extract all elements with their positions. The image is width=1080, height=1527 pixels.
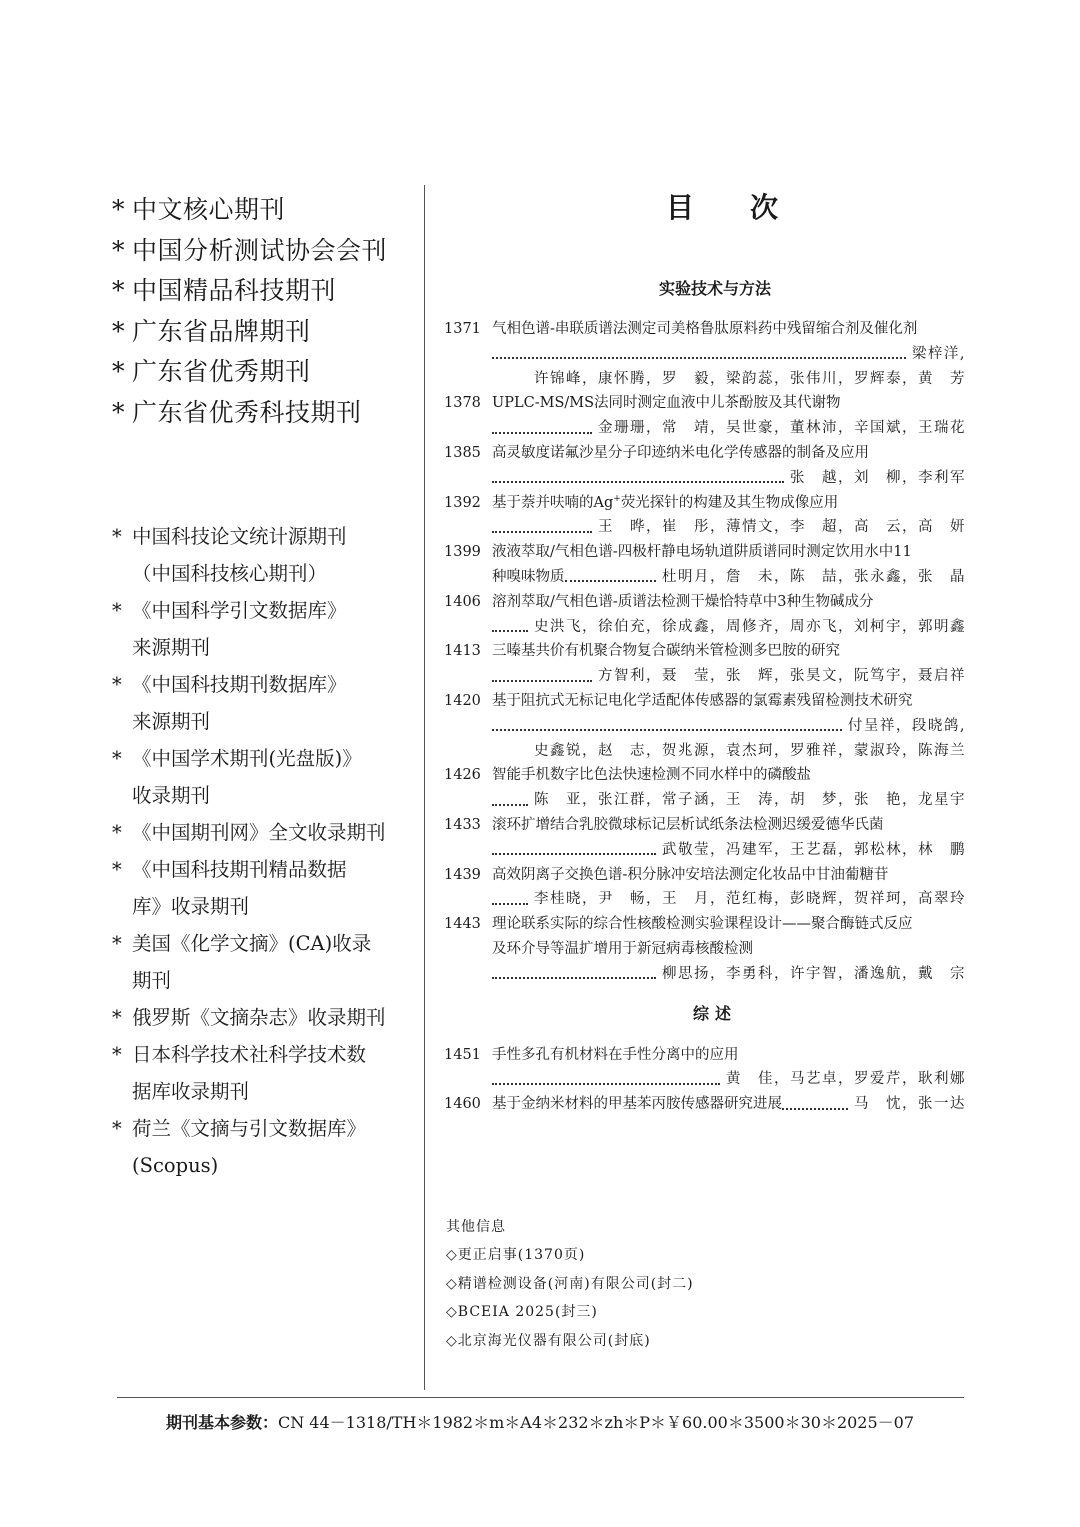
secondary-index-label: 来源期刊 xyxy=(132,635,211,659)
toc-entries-review xyxy=(444,1043,966,1117)
primary-index-label: 广东省品牌期刊 xyxy=(132,316,311,346)
article-title: 智能手机数字比色法快速检测不同水样中的磷酸盐 xyxy=(492,767,811,784)
left-column xyxy=(112,190,412,1184)
primary-index-label: 中文核心期刊 xyxy=(132,195,286,224)
secondary-index-label: 荷兰《文摘与引文数据库》 xyxy=(132,1116,367,1140)
article-authors: 金珊珊，常 靖，吴世豪，董林沛，辛国斌，王瑞花 xyxy=(598,420,966,437)
section-heading-methods: 实验技术与方法 xyxy=(658,279,771,298)
article-title-tail: 基于金纳米材料的甲基苯丙胺传感器研究进展 xyxy=(492,1096,782,1113)
page-spacer xyxy=(444,937,492,962)
toc-line xyxy=(444,887,966,912)
page-spacer xyxy=(444,788,492,813)
page-number: 1385 xyxy=(444,444,481,461)
secondary-index-label: 来源期刊 xyxy=(132,709,211,733)
article-authors: 王 晔，崔 彤，薄情文，李 超，高 云，高 妍 xyxy=(598,519,966,536)
primary-index-item xyxy=(112,393,412,434)
article-authors: 梁梓洋, xyxy=(911,345,966,362)
secondary-index-label: 期刊 xyxy=(132,968,172,992)
toc-line xyxy=(444,491,966,516)
primary-index-label: 中国分析测试协会会刊 xyxy=(132,235,388,265)
toc-entry xyxy=(444,391,966,441)
leader-dots xyxy=(492,977,656,979)
article-title: 及环介导等温扩增用于新冠病毒核酸检测 xyxy=(492,940,753,957)
toc-line xyxy=(444,664,966,689)
toc-line xyxy=(444,565,966,590)
toc-line xyxy=(444,441,966,466)
secondary-index-line xyxy=(112,1073,412,1110)
article-title: 滚环扩增结合乳胶微球标记层析试纸条法检测迟缓爱德华氏菌 xyxy=(492,816,884,833)
toc-line xyxy=(444,788,966,813)
author-line xyxy=(492,1067,966,1092)
secondary-index-line xyxy=(112,1147,412,1184)
bullet-star: * xyxy=(112,357,125,387)
toc-title: 目次 xyxy=(665,191,834,224)
secondary-index-line xyxy=(112,518,412,555)
toc-entry xyxy=(444,317,966,391)
leader-dots xyxy=(492,853,656,855)
toc-line xyxy=(444,590,966,615)
toc-entry xyxy=(444,863,966,913)
page-spacer xyxy=(444,515,492,540)
toc-entry xyxy=(444,1092,966,1117)
article-title-part: 荧光探针的构建及其生物成像应用 xyxy=(620,494,839,511)
page-spacer xyxy=(444,342,492,367)
secondary-index-line xyxy=(112,666,412,703)
toc-line xyxy=(444,863,966,888)
secondary-index-line xyxy=(112,999,412,1036)
primary-list xyxy=(112,190,412,434)
article-authors: 许锦峰，康怀腾，罗 毅，梁韵蕊，张伟川，罗辉泰，黄 芳 xyxy=(534,370,966,387)
secondary-index-label: 日本科学技术社科学技术数 xyxy=(132,1042,367,1066)
article-authors: 柳思扬，李勇科，许宇智，潘逸航，戴 宗 xyxy=(662,965,966,982)
toc-line xyxy=(444,813,966,838)
toc-line xyxy=(444,714,966,739)
page-spacer xyxy=(444,615,492,640)
page-spacer xyxy=(444,565,492,590)
secondary-index-line xyxy=(112,851,412,888)
bullet-star: * xyxy=(112,524,122,548)
secondary-index-label: 收录期刊 xyxy=(132,783,211,807)
secondary-index-line xyxy=(112,925,412,962)
leader-dots xyxy=(492,680,592,682)
article-title: 液液萃取/气相色谱-四极杆静电场轨道阱质谱同时测定饮用水中11 xyxy=(492,544,912,561)
secondary-index-label: 库》收录期刊 xyxy=(132,894,250,918)
page-number: 1413 xyxy=(444,643,481,660)
toc-entry xyxy=(444,590,966,640)
article-authors: 武敬莹，冯建军，王艺磊，郭松林，林 鹏 xyxy=(662,841,966,858)
toc-line xyxy=(444,937,966,962)
page-number: 1451 xyxy=(444,1046,481,1063)
secondary-index-label: 《中国科技期刊数据库》 xyxy=(132,672,347,696)
toc-line xyxy=(444,391,966,416)
other-info-item: ◇更正启事(1370页) xyxy=(446,1247,586,1264)
toc-entry xyxy=(444,491,966,541)
page-spacer xyxy=(444,367,492,392)
secondary-index-label: 《中国科技期刊精品数据 xyxy=(132,857,347,881)
other-info-item: ◇北京海光仪器有限公司(封底) xyxy=(446,1332,651,1349)
article-authors: 李桂晓，尹 畅，王 月，范红梅，彭晓辉，贺祥珂，高翠玲 xyxy=(534,891,966,908)
page-number: 1460 xyxy=(444,1096,481,1113)
article-authors: 张 越，刘 柳，李利军 xyxy=(790,469,966,486)
article-title: UPLC-MS/MS法同时测定血液中儿茶酚胺及其代谢物 xyxy=(492,395,841,412)
page-number: 1443 xyxy=(444,916,481,933)
leader-dots xyxy=(782,1108,848,1110)
bullet-star: * xyxy=(112,397,125,427)
secondary-index-line xyxy=(112,1110,412,1147)
leader-dots xyxy=(492,481,784,483)
leader-dots xyxy=(492,903,528,905)
other-info-item: ◇精谱检测设备(河南)有限公司(封二) xyxy=(446,1275,694,1292)
leader-dots xyxy=(492,729,842,731)
page-spacer xyxy=(444,962,492,987)
toc-entry xyxy=(444,813,966,863)
toc-entry xyxy=(444,540,966,590)
page-number: 1406 xyxy=(444,593,481,610)
leader-dots xyxy=(565,580,657,582)
article-title: 气相色谱-串联质谱法测定司美格鲁肽原料药中残留缩合剂及催化剂 xyxy=(492,321,918,337)
secondary-index-label: 中国科技论文统计源期刊 xyxy=(132,524,347,548)
secondary-index-line xyxy=(112,888,412,925)
page-number: 1420 xyxy=(444,692,481,709)
bullet-star: * xyxy=(112,931,122,955)
toc-line xyxy=(444,739,966,764)
leader-dots xyxy=(492,630,528,632)
bullet-star: * xyxy=(112,316,125,346)
toc-entry xyxy=(444,1043,966,1093)
secondary-index-line xyxy=(112,1036,412,1073)
primary-index-item xyxy=(112,271,412,312)
author-line xyxy=(492,615,966,640)
vertical-divider xyxy=(424,185,425,1390)
bullet-star: * xyxy=(112,195,125,224)
bullet-star: * xyxy=(112,276,125,306)
author-line xyxy=(492,416,966,441)
page-number: 1371 xyxy=(444,321,481,337)
article-title: 手性多孔有机材料在手性分离中的应用 xyxy=(492,1046,739,1063)
journal-parameters-value: CN 44－1318/TH＊1982＊m＊A4＊232＊zh＊P＊￥60.00＊3500＊30＊2025－07 xyxy=(277,1413,915,1432)
article-title-with-authors xyxy=(492,565,966,590)
other-info xyxy=(446,1213,694,1349)
article-authors: 杜明月，詹 未，陈 喆，张永鑫，张 晶 xyxy=(662,568,966,585)
toc-line xyxy=(444,615,966,640)
toc-line xyxy=(444,1067,966,1092)
toc-entries-methods xyxy=(444,317,966,987)
toc-line xyxy=(444,416,966,441)
article-title-with-authors xyxy=(492,1092,966,1117)
bullet-star: * xyxy=(112,1005,122,1029)
journal-parameters-label: 期刊基本参数： xyxy=(165,1413,278,1432)
author-line xyxy=(492,962,966,987)
toc-line xyxy=(444,962,966,987)
primary-index-label: 广东省优秀期刊 xyxy=(132,357,311,387)
secondary-list xyxy=(112,518,412,1184)
page-spacer xyxy=(444,714,492,739)
page-spacer xyxy=(444,739,492,764)
page-number: 1399 xyxy=(444,544,481,561)
article-title: 理论联系实际的综合性核酸检测实验课程设计——聚合酶链式反应 xyxy=(492,916,913,933)
article-authors: 马 忱，张一达 xyxy=(854,1096,966,1113)
page-number: 1439 xyxy=(444,866,481,883)
article-title-superscript: + xyxy=(613,493,621,504)
article-authors: 陈 亚，张江群，常子涵，王 涛，胡 梦，张 艳，龙星宇 xyxy=(534,792,966,809)
toc-line xyxy=(444,317,966,342)
bullet-star: * xyxy=(112,746,122,770)
secondary-index-label: 《中国科学引文数据库》 xyxy=(132,598,347,622)
page-spacer xyxy=(444,838,492,863)
author-line xyxy=(492,739,966,764)
author-line xyxy=(492,367,966,392)
bullet-star: * xyxy=(112,1042,122,1066)
article-title: 三嗪基共价有机聚合物复合碳纳米管检测多巴胺的研究 xyxy=(492,643,840,660)
leader-dots xyxy=(492,531,592,533)
other-info-heading: 其他信息 xyxy=(446,1219,506,1235)
secondary-index-line xyxy=(112,740,412,777)
primary-index-label: 中国精品科技期刊 xyxy=(132,276,337,306)
page-number: 1392 xyxy=(444,494,481,511)
toc-line xyxy=(444,466,966,491)
secondary-index-line xyxy=(112,629,412,666)
toc-line xyxy=(444,838,966,863)
article-title: 高效阴离子交换色谱-积分脉冲安培法测定化妆品中甘油葡糖苷 xyxy=(492,866,889,883)
bullet-star: * xyxy=(112,598,122,622)
page-spacer xyxy=(444,1067,492,1092)
article-authors: 方智利，聂 莹，张 辉，张昊文，阮笃宇，聂启祥 xyxy=(598,668,966,685)
toc-entry xyxy=(444,912,966,986)
article-authors: 黄 佳，马艺卓，罗爱芹，耿利娜 xyxy=(726,1071,966,1088)
toc-line xyxy=(444,1043,966,1068)
secondary-index-label: 美国《化学文摘》(CA)收录 xyxy=(132,931,372,955)
toc-line xyxy=(444,912,966,937)
toc-entry xyxy=(444,441,966,491)
toc-line xyxy=(444,1092,966,1117)
bullet-star: * xyxy=(112,857,122,881)
other-info-items xyxy=(446,1241,694,1349)
secondary-index-line xyxy=(112,592,412,629)
toc-line xyxy=(444,689,966,714)
leader-dots xyxy=(492,432,592,434)
article-title-part: 基于萘并呋喃的Ag xyxy=(492,494,614,511)
author-line xyxy=(492,838,966,863)
primary-index-item xyxy=(112,352,412,393)
bullet-star: * xyxy=(112,1116,122,1140)
leader-dots xyxy=(492,1083,720,1085)
toc-entry xyxy=(444,763,966,813)
toc-entry xyxy=(444,639,966,689)
primary-index-label: 广东省优秀科技期刊 xyxy=(132,397,362,427)
page-spacer xyxy=(444,664,492,689)
toc-line xyxy=(444,342,966,367)
article-title: 基于阻抗式无标记电化学适配体传感器的氯霉素残留检测技术研究 xyxy=(492,692,913,709)
page-spacer xyxy=(444,416,492,441)
secondary-index-line xyxy=(112,703,412,740)
toc-line xyxy=(444,540,966,565)
page-spacer xyxy=(444,887,492,912)
toc-line xyxy=(444,763,966,788)
secondary-index-label: 《中国学术期刊(光盘版)》 xyxy=(132,746,362,770)
secondary-index-line xyxy=(112,814,412,851)
author-line xyxy=(492,342,966,367)
secondary-index-line xyxy=(112,962,412,999)
article-authors: 史洪飞，徐伯充，徐成鑫，周修齐，周亦飞，刘柯宇，郭明鑫 xyxy=(534,618,966,635)
secondary-index-label: （中国科技核心期刊） xyxy=(132,561,328,585)
bullet-star: * xyxy=(112,820,122,844)
page-number: 1426 xyxy=(444,767,481,784)
bullet-star: * xyxy=(112,235,125,265)
bullet-star: * xyxy=(112,672,122,696)
article-title xyxy=(492,491,966,516)
secondary-index-label: (Scopus) xyxy=(132,1153,219,1177)
author-line xyxy=(492,466,966,491)
author-line xyxy=(492,664,966,689)
article-title-tail: 种嗅味物质 xyxy=(492,568,565,585)
page-number: 1433 xyxy=(444,816,481,833)
toc-line xyxy=(444,639,966,664)
author-line xyxy=(492,788,966,813)
leader-dots xyxy=(492,804,528,806)
journal-parameters xyxy=(0,1410,1080,1433)
page-spacer xyxy=(444,466,492,491)
secondary-index-label: 据库收录期刊 xyxy=(132,1079,250,1103)
secondary-index-label: 《中国期刊网》全文收录期刊 xyxy=(132,820,386,844)
toc-line xyxy=(444,515,966,540)
toc-column xyxy=(444,190,966,1117)
toc-entry xyxy=(444,689,966,763)
primary-index-item xyxy=(112,231,412,272)
author-line xyxy=(492,515,966,540)
page-number: 1378 xyxy=(444,395,481,412)
horizontal-divider xyxy=(117,1397,964,1398)
secondary-index-label: 俄罗斯《文摘杂志》收录期刊 xyxy=(132,1005,386,1029)
article-title: 溶剂萃取/气相色谱-质谱法检测干燥恰特草中3种生物碱成分 xyxy=(492,593,874,610)
author-line xyxy=(492,887,966,912)
article-title: 高灵敏度诺氟沙星分子印迹纳米电化学传感器的制备及应用 xyxy=(492,444,869,461)
author-line xyxy=(492,714,966,739)
other-info-item: ◇BCEIA 2025(封三) xyxy=(446,1304,598,1321)
primary-index-item xyxy=(112,190,412,231)
primary-index-item xyxy=(112,312,412,353)
article-authors: 付呈祥，段晓鸽, xyxy=(847,717,966,734)
toc-line xyxy=(444,367,966,392)
article-authors: 史鑫锐，赵 志，贺兆源，袁杰珂，罗雅祥，蒙淑玲，陈海兰 xyxy=(534,742,966,759)
secondary-index-line xyxy=(112,555,412,592)
secondary-index-line xyxy=(112,777,412,814)
leader-dots xyxy=(492,357,906,359)
section-heading-review: 综述 xyxy=(692,1003,737,1023)
